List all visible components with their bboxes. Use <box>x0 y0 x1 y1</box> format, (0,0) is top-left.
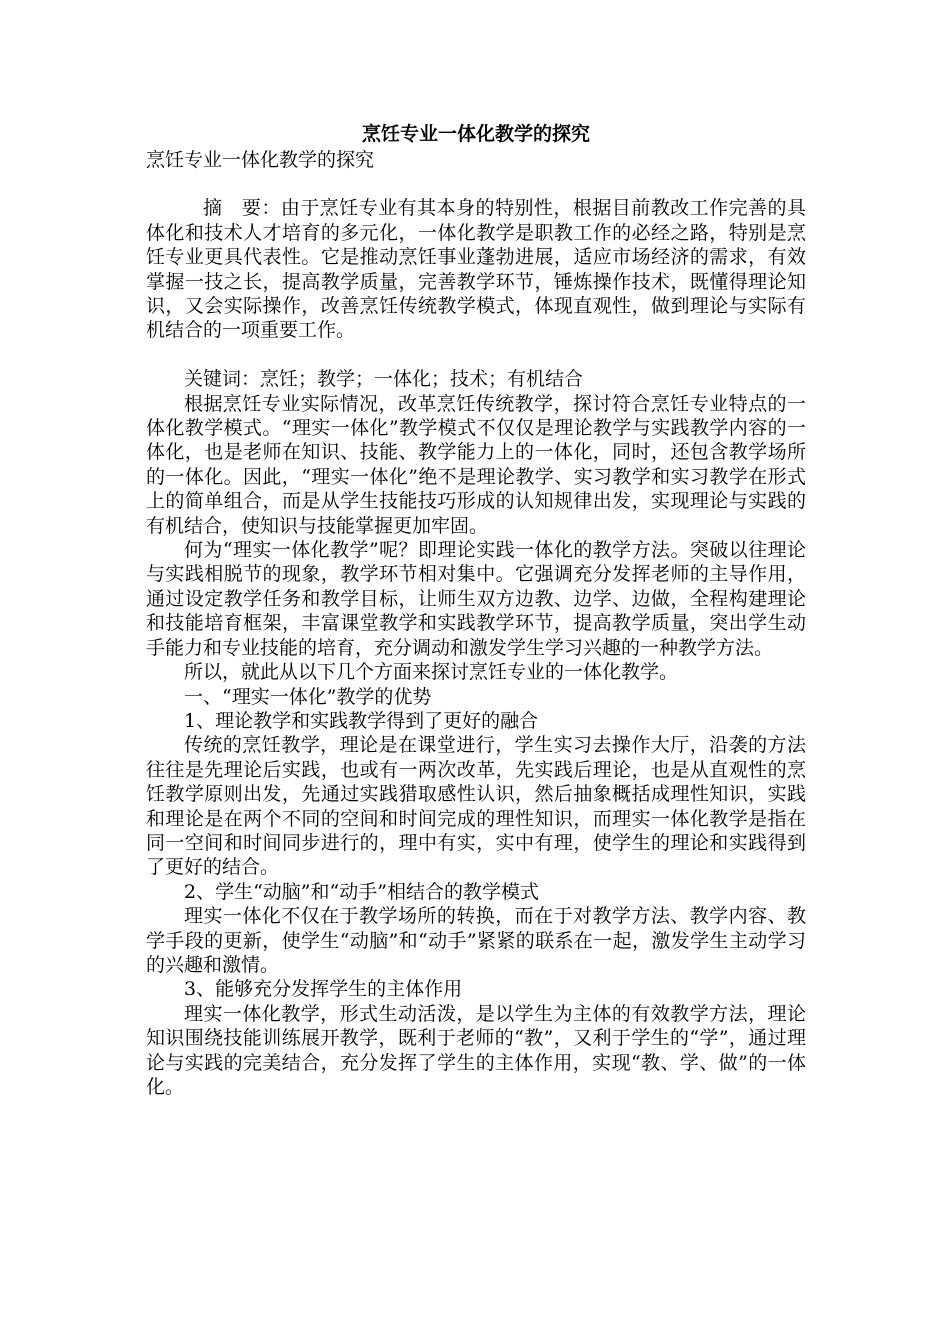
document-title: 烹饪专业一体化教学的探究 <box>361 123 590 145</box>
keywords-line: 关键词：烹饪；教学；一体化；技术；有机结合 <box>184 368 584 391</box>
blank-line <box>146 343 806 367</box>
subsection-heading: 3、能够充分发挥学生的主体作用 <box>184 978 463 1001</box>
body-paragraph: 理实一体化不仅在于教学场所的转换，而在于对教学方法、教学内容、教学手段的更新，使学生“动脑”和“动手”紧紧的联系在一起，激发学生主动学习的兴趣和激情。 <box>146 905 806 976</box>
body-paragraph: 何为“理实一体化教学”呢？即理论实践一体化的教学方法。突破以往理论与实践相脱节的现象，教学环节相对集中。它强调充分发挥老师的主导作用，通过设定教学任务和教学目标，让师生双方边教、边学、边做，全程构建理论和技能培育框架，丰富课堂教学和实践教学环节，提高教学质量，突出学生动手能力和专业技能的培育，充分调动和激发学生学习兴趣的一种教学方法。 <box>146 539 806 659</box>
document-page <box>146 120 806 1099</box>
subsection-heading: 1、理论教学和实践教学得到了更好的融合 <box>184 709 539 732</box>
body-paragraph: 根据烹饪专业实际情况，改革烹饪传统教学，探讨符合烹饪专业特点的一体化教学模式。“理实一体化”教学模式不仅仅是理论教学与实践教学内容的一体化，也是老师在知识、技能、教学能力上的一体化，同时，还包含教学场所的一体化。因此，“理实一体化”绝不是理论教学、实习教学和实习教学在形式上的简单组合，而是从学生技能技巧形成的认知规律出发，实现理论与实践的有机结合，使知识与技能掌握更加牢固。 <box>146 392 806 537</box>
body-paragraph: 所以，就此从以下几个方面来探讨烹饪专业的一体化教学。 <box>184 661 679 684</box>
section-heading: 一、“理实一体化”教学的优势 <box>184 685 432 708</box>
body-paragraph: 理实一体化教学，形式生动活泼，是以学生为主体的有效教学方法，理论知识围绕技能训练展开教学，既利于老师的“教”，又利于学生的“学”，通过理论与实践的完美结合，充分发挥了学生的主体作用，实现“教、学、做”的一体化。 <box>146 1002 806 1098</box>
body-paragraph: 传统的烹饪教学，理论是在课堂进行，学生实习去操作大厅，沿袭的方法往往是先理论后实践，也或有一两次改革，先实践后理论，也是从直观性的烹饪教学原则出发，先通过实践猎取感性认识，然后抽象概括成理性知识，实践和理论是在两个不同的空间和时间完成的理性知识，而理实一体化教学是指在同一空间和时间同步进行的，理中有实，实中有理，使学生的理论和实践得到了更好的结合。 <box>146 734 806 879</box>
document-subtitle: 烹饪专业一体化教学的探究 <box>146 149 375 171</box>
subsection-heading: 2、学生“动脑”和“动手”相结合的教学模式 <box>184 880 539 903</box>
abstract-paragraph: 摘 要：由于烹饪专业有其本身的特别性，根据目前教改工作完善的具体化和技术人才培育的多元化，一体化教学是职教工作的必经之路，特别是烹饪专业更具代表性。它是推动烹饪事业蓬勃进展，适应市场经济的需求，有效掌握一技之长，提高教学质量，完善教学环节，锤炼操作技术，既懂得理论知识，又会实际操作，改善烹饪传统教学模式，体现直观性，做到理论与实际有机结合的一项重要工作。 <box>146 197 806 342</box>
blank-line <box>146 172 806 196</box>
